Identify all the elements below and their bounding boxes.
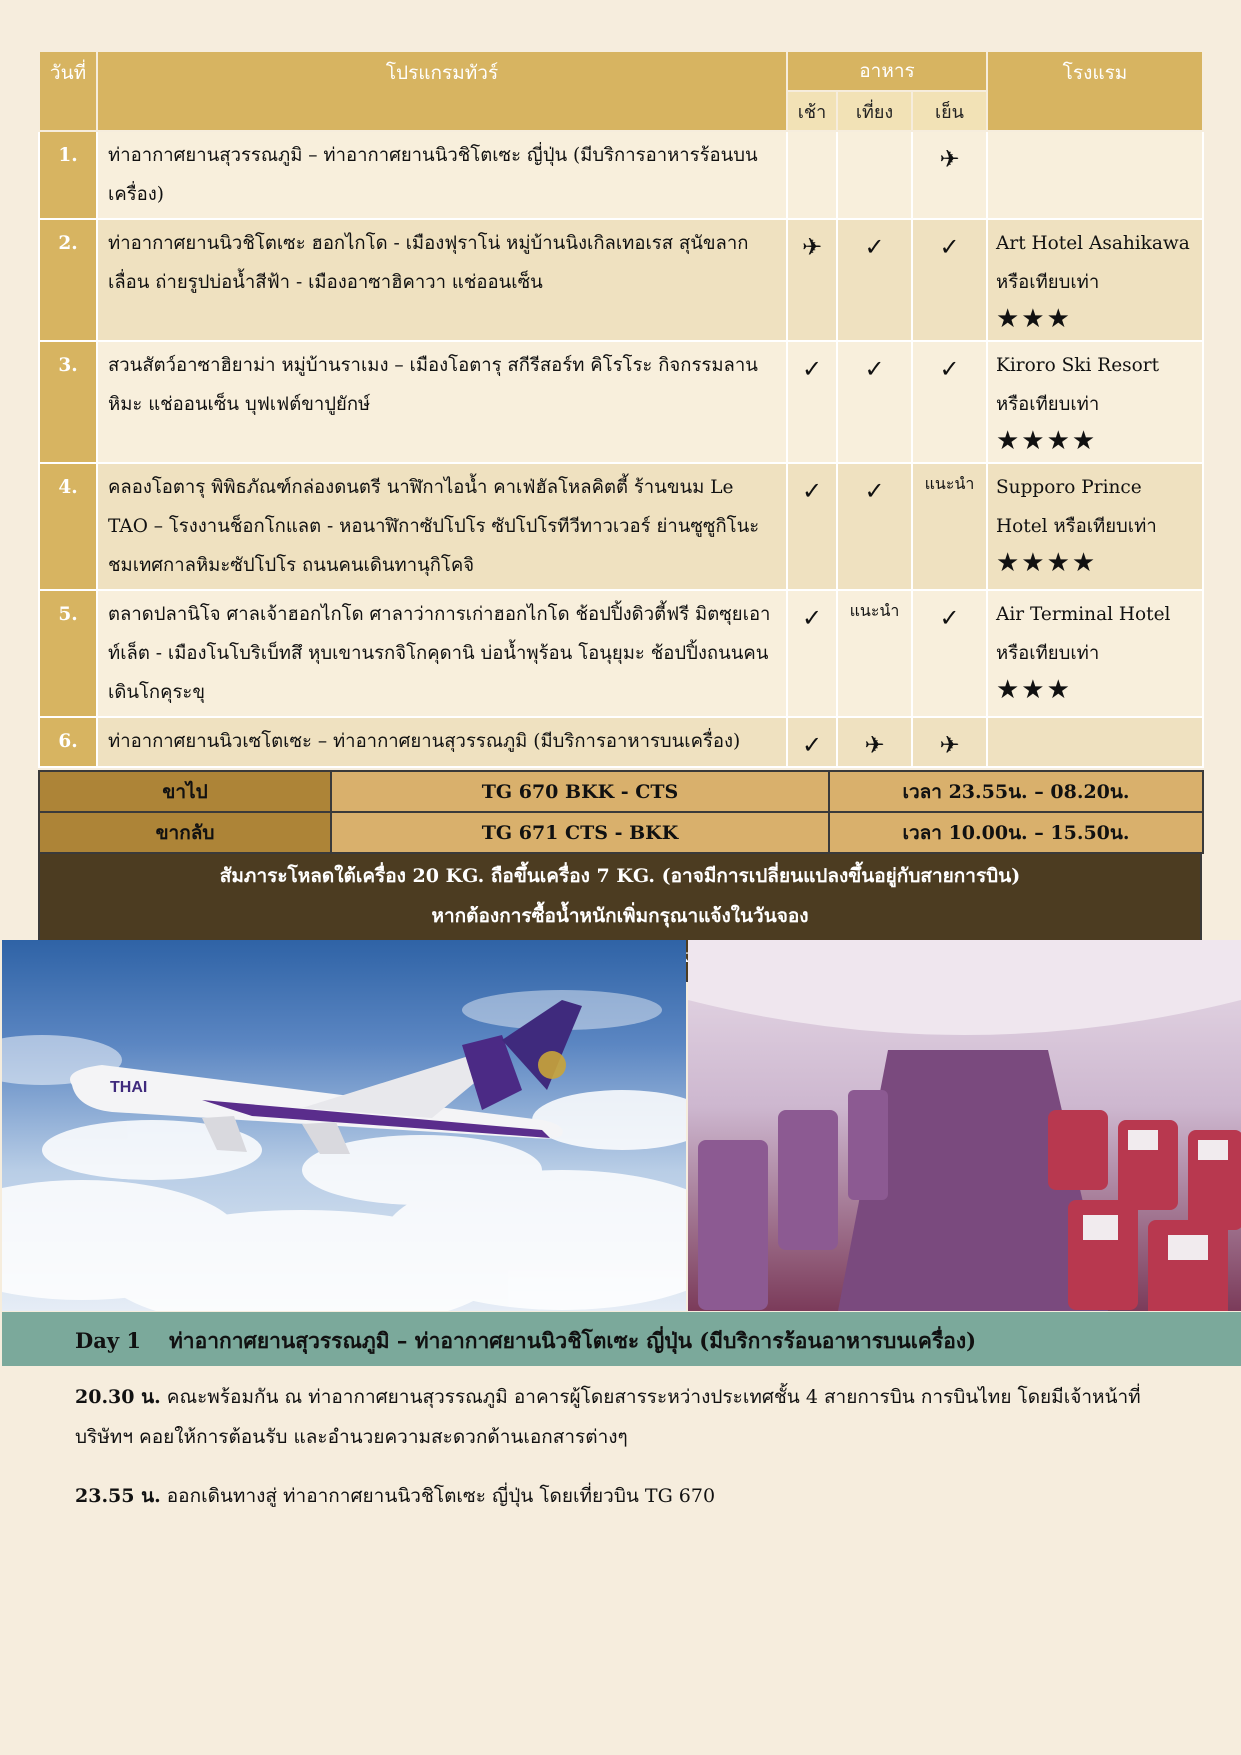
hotel-name: Art Hotel Asahikawa หรือเทียบเท่า: [996, 233, 1190, 293]
lunch-cell: ✓: [837, 463, 912, 590]
lunch-cell: ✈: [837, 717, 912, 767]
hotel-cell: [987, 131, 1203, 219]
itinerary-section: [38, 50, 1202, 982]
table-row: [39, 341, 1203, 463]
cabin-photo: [688, 940, 1241, 1311]
breakfast-cell: ✓: [787, 590, 837, 717]
day1-title-line: [75, 1325, 976, 1358]
hotel-name: Kiroro Ski Resort หรือเทียบเท่า: [996, 355, 1160, 415]
thai-logo-text: THAI: [110, 1079, 148, 1096]
header-hotel: โรงแรม: [987, 51, 1203, 131]
hotel-name: Supporo Prince Hotel หรือเทียบเท่า: [996, 477, 1157, 537]
header-lunch: เที่ยง: [837, 91, 912, 131]
hotel-cell: [987, 341, 1203, 463]
dinner-cell: ✈: [912, 131, 987, 219]
hotel-name: Air Terminal Hotel หรือเทียบเท่า: [996, 604, 1171, 664]
hotel-cell: [987, 717, 1203, 767]
flight-code: TG 671 CTS - BKK: [331, 812, 829, 853]
program-text: ท่าอากาศยานนิวชิโตเซะ ฮอกไกโด - เมืองฟุราโน่ หมู่บ้านนิงเกิลเทอเรส สุนัขลากเลื่อน ถ่ายรูปบ่อน้ำสีฟ้า - เมืองอาซาฮิคาวา แช่ออนเซ็น: [97, 219, 787, 341]
program-text: คลองโอตารุ พิพิธภัณฑ์กล่องดนตรี นาฬิกาไอน้ำ คาเฟ่ฮัลโหลคิตตี้ ร้านขนม Le TAO – โรงงานช็อกโกแลต - หอนาฬิกาซัปโปโร ซัปโปโรทีวีทาวเวอร์ ย่านซูซูกิโนะ ชมเทศกาลหิมะซัปโปโร ถนนคนเดินทานุกิโคจิ: [97, 463, 787, 590]
flight-time: เวลา 10.00น. – 15.50น.: [829, 812, 1203, 853]
dinner-cell: ✈: [912, 717, 987, 767]
airplane-illustration: [2, 940, 686, 1311]
flight-row-outbound: [39, 771, 1203, 812]
baggage-line: สัมภาระโหลดใต้เครื่อง 20 KG. ถือขึ้นเครื่อง 7 KG. (อาจมีการเปลี่ยนแปลงขึ้นอยู่กับสายการบิน): [219, 865, 1021, 887]
photo-strip: [2, 940, 1241, 1311]
breakfast-cell: ✓: [787, 717, 837, 767]
lunch-cell: แนะนำ: [837, 590, 912, 717]
hotel-cell: [987, 463, 1203, 590]
breakfast-cell: ✓: [787, 463, 837, 590]
header-program: โปรแกรมทัวร์: [97, 51, 787, 131]
flight-label: ขาไป: [39, 771, 331, 812]
item-time: 23.55 น.: [75, 1485, 161, 1507]
breakfast-cell: ✈: [787, 219, 837, 341]
airplane-photo: [2, 940, 686, 1311]
table-row: [39, 219, 1203, 341]
itinerary-body: [39, 131, 1203, 767]
day-number: 1.: [39, 131, 97, 219]
dinner-cell: ✓: [912, 341, 987, 463]
flight-code: TG 670 BKK - CTS: [331, 771, 829, 812]
program-text: ท่าอากาศยานนิวเซโตเซะ – ท่าอากาศยานสุวรรณภูมิ (มีบริการอาหารบนเครื่อง): [97, 717, 787, 767]
program-text: สวนสัตว์อาซาฮิยาม่า หมู่บ้านราเมง – เมืองโอตารุ สกีรีสอร์ท คิโรโระ กิจกรรมลานหิมะ แช่ออนเซ็น บุฟเฟต์ขาปูยักษ์: [97, 341, 787, 463]
lunch-cell: [837, 131, 912, 219]
hotel-stars: ★★★★: [996, 548, 1098, 578]
program-text: ตลาดปลานิโจ ศาลเจ้าฮอกไกโด ศาลาว่าการเก่าฮอกไกโด ช้อปปิ้งดิวตี้ฟรี มิตซุยเอาท์เล็ต - เมืองโนโบริเบ็ทสึ หุบเขานรกจิโกคุดานิ บ่อน้ำพุร้อน โอนุยุมะ ช้อปปิ้งถนนคนเดินโกคุระขุ: [97, 590, 787, 717]
flight-label: ขากลับ: [39, 812, 331, 853]
itinerary-table: [38, 50, 1204, 768]
baggage-line: หากต้องการซื้อน้ำหนักเพิ่มกรุณาแจ้งในวันจอง: [431, 905, 809, 927]
flight-time: เวลา 23.55น. – 08.20น.: [829, 771, 1203, 812]
flight-row-return: [39, 812, 1203, 853]
table-row: [39, 717, 1203, 767]
header-dinner: เย็น: [912, 91, 987, 131]
day1-item: [75, 1476, 1185, 1516]
day-number: 4.: [39, 463, 97, 590]
flight-table: [38, 770, 1204, 854]
day-label: Day 1: [75, 1328, 141, 1353]
day-number: 2.: [39, 219, 97, 341]
lunch-cell: ✓: [837, 341, 912, 463]
table-row: [39, 131, 1203, 219]
day-title: ท่าอากาศยานสุวรรณภูมิ – ท่าอากาศยานนิวชิโตเซะ ญี่ปุ่น (มีบริการร้อนอาหารบนเครื่อง): [168, 1328, 977, 1353]
table-row: [39, 590, 1203, 717]
cabin-illustration: [688, 940, 1241, 1311]
day-number: 5.: [39, 590, 97, 717]
day1-header: [2, 1312, 1241, 1366]
day1-item: [75, 1377, 1185, 1457]
header-breakfast: เช้า: [787, 91, 837, 131]
dinner-cell: ✓: [912, 590, 987, 717]
dinner-cell: แนะนำ: [912, 463, 987, 590]
hotel-stars: ★★★★: [996, 426, 1098, 456]
item-text: คณะพร้อมกัน ณ ท่าอากาศยานสุวรรณภูมิ อาคารผู้โดยสารระหว่างประเทศชั้น 4 สายการบิน การบินไทย โดยมีเจ้าหน้าที่บริษัทฯ คอยให้การต้อนรับ และอำนวยความสะดวกด้านเอกสารต่างๆ: [75, 1386, 1141, 1448]
hotel-cell: [987, 590, 1203, 717]
header-day: วันที่: [39, 51, 97, 131]
day-number: 6.: [39, 717, 97, 767]
table-row: [39, 463, 1203, 590]
breakfast-cell: ✓: [787, 341, 837, 463]
hotel-stars: ★★★: [996, 675, 1072, 705]
item-time: 20.30 น.: [75, 1386, 161, 1408]
hotel-cell: [987, 219, 1203, 341]
breakfast-cell: [787, 131, 837, 219]
hotel-stars: ★★★: [996, 304, 1072, 334]
dinner-cell: ✓: [912, 219, 987, 341]
program-text: ท่าอากาศยานสุวรรณภูมิ – ท่าอากาศยานนิวชิโตเซะ ญี่ปุ่น (มีบริการอาหารร้อนบนเครื่อง): [97, 131, 787, 219]
item-text: ออกเดินทางสู่ ท่าอากาศยานนิวชิโตเซะ ญี่ปุ่น โดยเที่ยวบิน TG 670: [166, 1485, 716, 1507]
day-number: 3.: [39, 341, 97, 463]
header-meals: อาหาร: [787, 51, 987, 91]
lunch-cell: ✓: [837, 219, 912, 341]
